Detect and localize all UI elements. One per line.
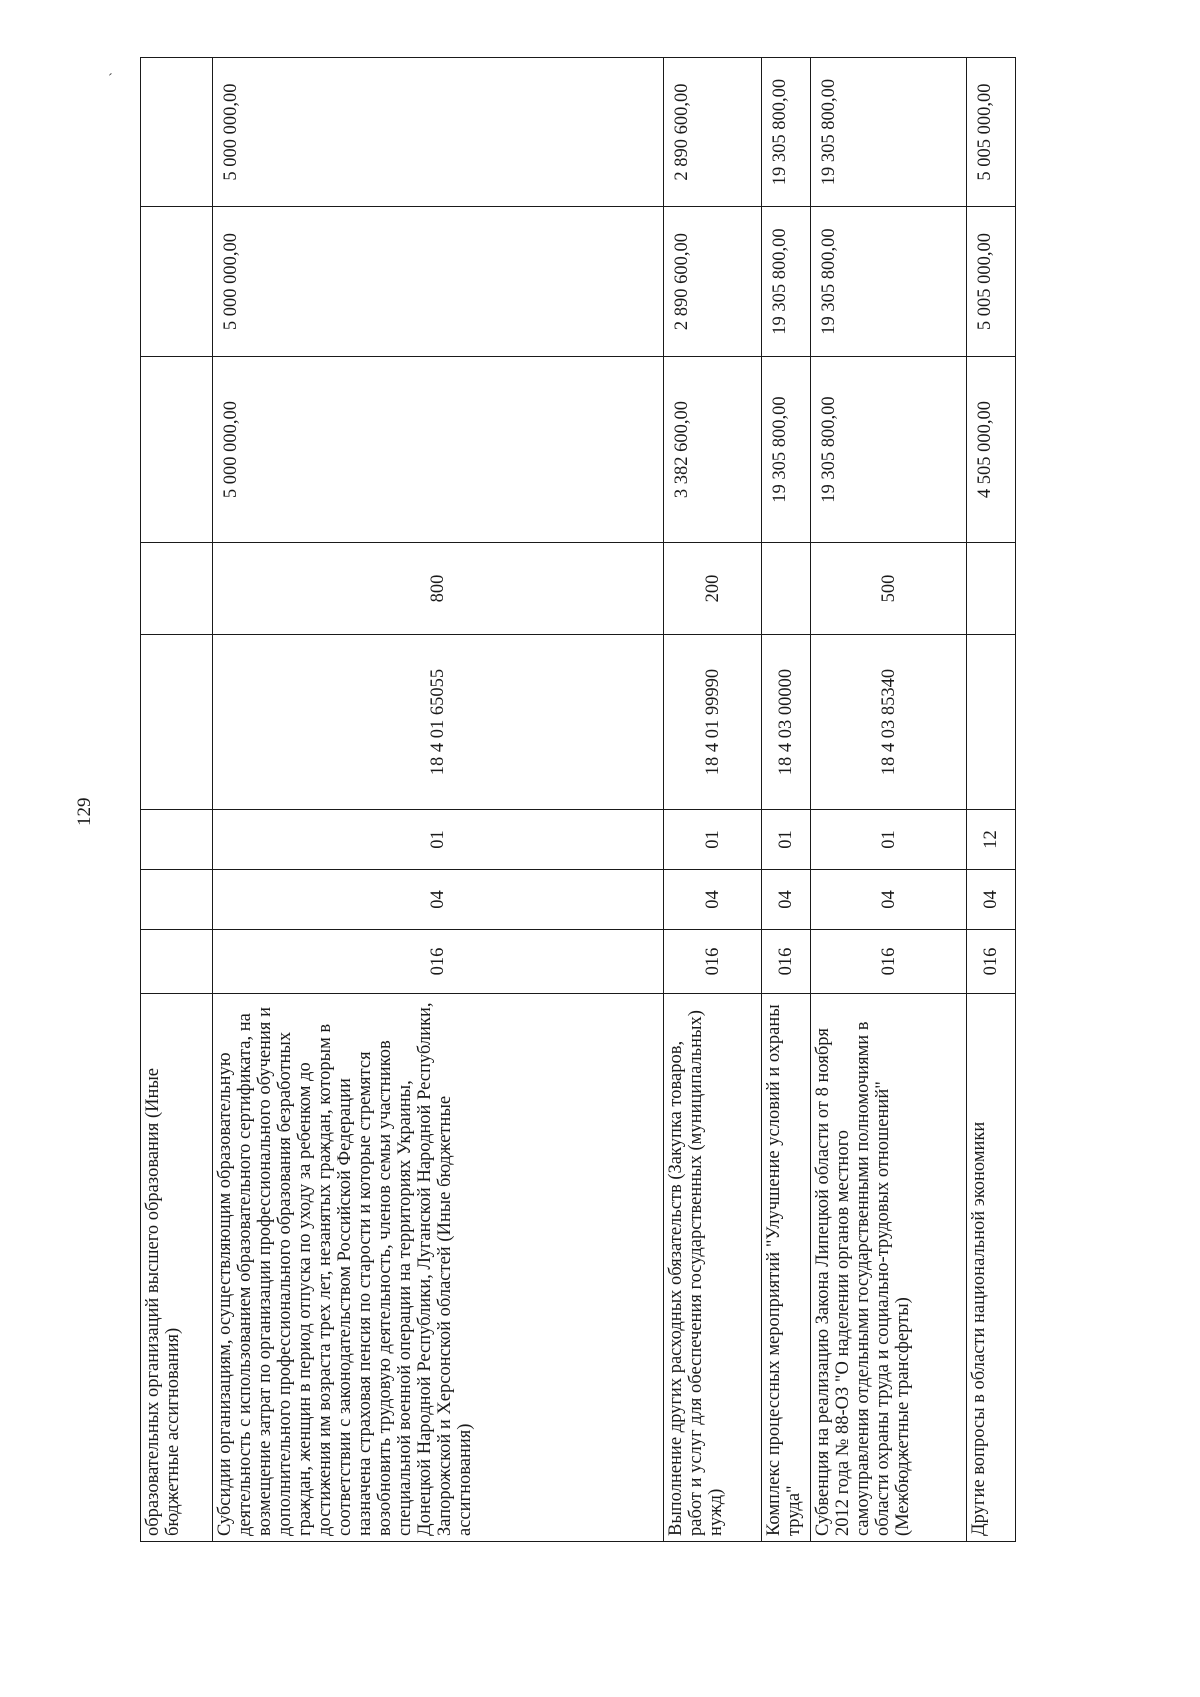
row-expense-type: [967, 543, 1016, 635]
row-ministry: 016: [762, 930, 811, 994]
row-expense-type: [762, 543, 811, 635]
corner-mark: ˊ: [108, 72, 113, 87]
row-subsection: 01: [762, 810, 811, 870]
table-row: [213, 58, 664, 1542]
table-row: [141, 58, 213, 1542]
table-row: [664, 58, 762, 1542]
row-amount-3: 19 305 800,00: [762, 58, 811, 207]
row-section: 04: [967, 870, 1016, 930]
row-expense-type: [141, 543, 213, 635]
row-section: [141, 870, 213, 930]
table-row: [967, 58, 1016, 1542]
row-ministry: [141, 930, 213, 994]
row-target: 18 4 01 99990: [664, 635, 762, 810]
row-amount-2: 19 305 800,00: [762, 207, 811, 357]
row-ministry: 016: [811, 930, 967, 994]
row-description: Комплекс процессных мероприятий "Улучшение условий и охраны труда": [762, 994, 811, 1542]
row-amount-3: 5 005 000,00: [967, 58, 1016, 207]
row-amount-1: 4 505 000,00: [967, 357, 1016, 543]
row-amount-2: 5 005 000,00: [967, 207, 1016, 357]
row-amount-3: 2 890 600,00: [664, 58, 762, 207]
row-amount-3: [141, 58, 213, 207]
row-section: 04: [213, 870, 664, 930]
row-target: [967, 635, 1016, 810]
row-description: Другие вопросы в области национальной экономики: [967, 994, 1016, 1542]
row-amount-1: 5 000 000,00: [213, 357, 664, 543]
rotated-table-container: [140, 58, 1108, 1542]
row-description: Выполнение других расходных обязательств (Закупка товаров, работ и услуг для обеспечения государственных (муниципальных) нужд): [664, 994, 762, 1542]
page-number: 129: [74, 797, 95, 826]
row-expense-type: 500: [811, 543, 967, 635]
row-description: Субвенция на реализацию Закона Липецкой области от 8 ноября 2012 года № 88-ОЗ "О наделении органов местного самоуправления отдельными государственными полномочиями в области охраны труда и социально-трудовых отношений" (Межбюджетные трансферты): [811, 994, 967, 1542]
row-expense-type: 200: [664, 543, 762, 635]
row-ministry: 016: [664, 930, 762, 994]
row-amount-1: 19 305 800,00: [811, 357, 967, 543]
row-amount-2: 5 000 000,00: [213, 207, 664, 357]
row-description: Субсидии организациям, осуществляющим образовательную деятельность с использованием образовательного сертификата, на возмещение затрат по организации профессионального обучения и дополнительного профессионального образования безработных граждан, женщин в период отпуска по уходу за ребенком до достижения им возраста трех лет, незанятых граждан, которым в соответствии с законодательством Российской Федерации назначена страховая пенсия по старости и которые стремятся возобновить трудовую деятельность, членов семьи участников специальной военной операции на территориях Украины, Донецкой Народной Республики, Луганской Народной Республики, Запорожской и Херсонской областей (Иные бюджетные ассигнования): [213, 994, 664, 1542]
row-amount-2: [141, 207, 213, 357]
row-target: 18 4 03 00000: [762, 635, 811, 810]
row-amount-2: 19 305 800,00: [811, 207, 967, 357]
row-subsection: [141, 810, 213, 870]
row-target: [141, 635, 213, 810]
row-amount-3: 19 305 800,00: [811, 58, 967, 207]
row-amount-3: 5 000 000,00: [213, 58, 664, 207]
budget-table: [140, 57, 1016, 1542]
row-description: образовательных организаций высшего образования (Иные бюджетные ассигнования): [141, 994, 213, 1542]
row-amount-2: 2 890 600,00: [664, 207, 762, 357]
row-amount-1: 3 382 600,00: [664, 357, 762, 543]
row-subsection: 01: [213, 810, 664, 870]
row-amount-1: 19 305 800,00: [762, 357, 811, 543]
row-section: 04: [664, 870, 762, 930]
row-ministry: 016: [213, 930, 664, 994]
row-section: 04: [762, 870, 811, 930]
row-subsection: 01: [664, 810, 762, 870]
table-row: [811, 58, 967, 1542]
row-expense-type: 800: [213, 543, 664, 635]
row-subsection: 12: [967, 810, 1016, 870]
row-target: 18 4 01 65055: [213, 635, 664, 810]
row-target: 18 4 03 85340: [811, 635, 967, 810]
row-ministry: 016: [967, 930, 1016, 994]
row-amount-1: [141, 357, 213, 543]
row-subsection: 01: [811, 810, 967, 870]
row-section: 04: [811, 870, 967, 930]
table-row: [762, 58, 811, 1542]
